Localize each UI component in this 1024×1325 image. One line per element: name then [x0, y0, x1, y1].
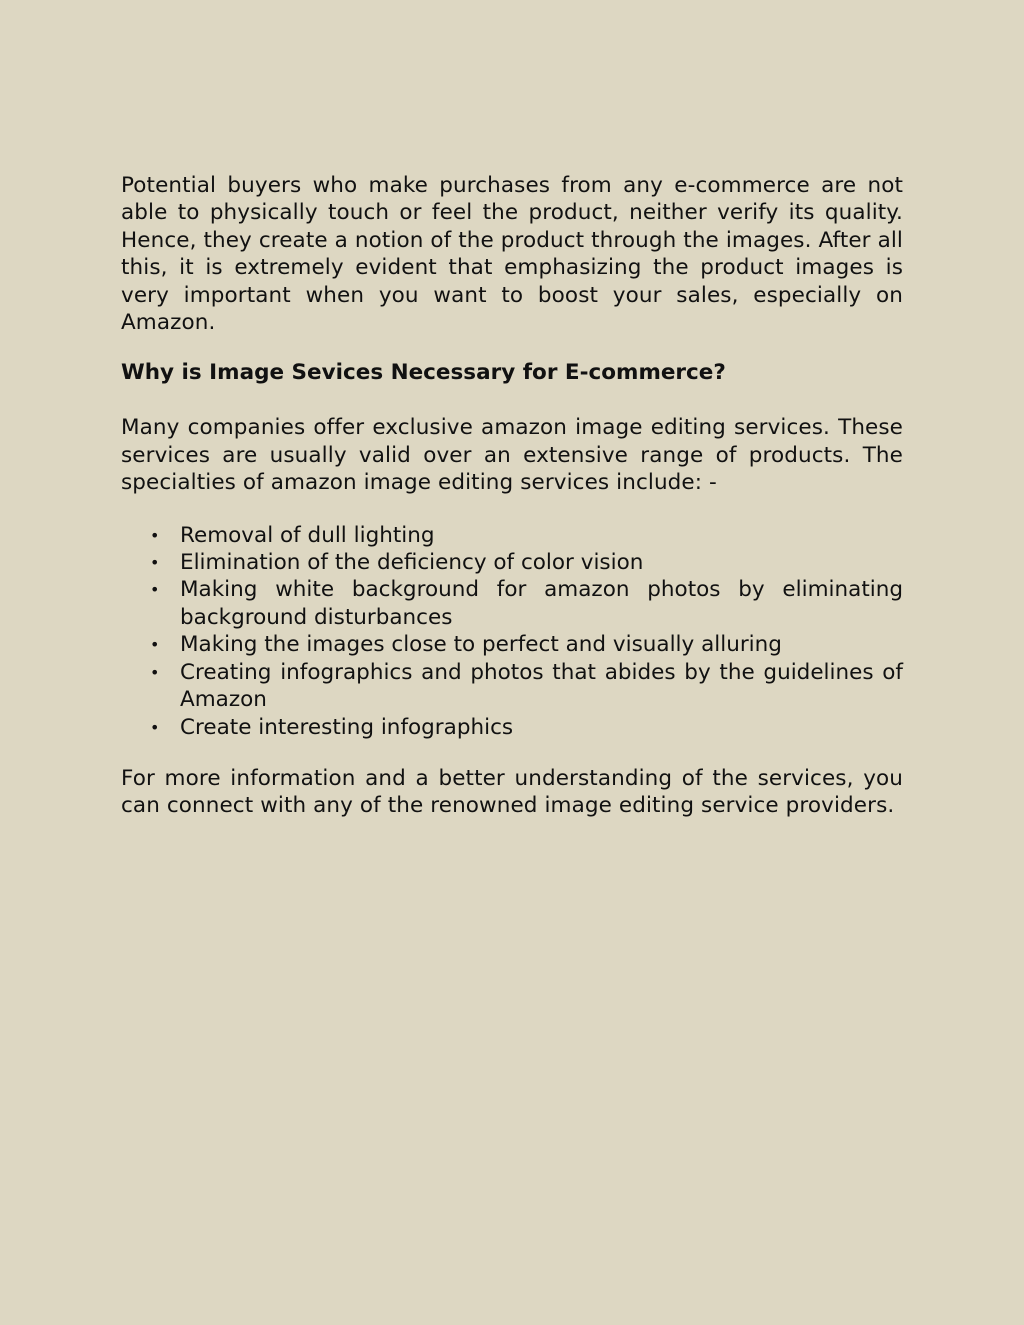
list-item-text: Creating infographics and photos that abides by the guidelines of Amazon — [180, 659, 903, 713]
list-item — [121, 714, 903, 741]
bullet-icon: • — [150, 662, 160, 682]
list-item — [121, 576, 903, 631]
bullet-icon: • — [150, 580, 160, 600]
bullet-icon: • — [150, 553, 160, 573]
document-page — [121, 172, 903, 820]
list-item-text: Making the images close to perfect and visually alluring — [180, 632, 782, 658]
bullet-icon: • — [150, 525, 160, 545]
list-item — [121, 549, 903, 576]
services-paragraph: Many companies offer exclusive amazon image editing services. These services are usually valid over an extensive range of products. The specialties of amazon image editing services include: - — [121, 415, 903, 496]
list-item-text: Making white background for amazon photos by eliminating background disturbances — [180, 577, 903, 630]
closing-paragraph: For more information and a better understanding of the services, you can connect with any of the renowned image editing service providers. — [121, 765, 903, 819]
list-item-text: Create interesting infographics — [180, 714, 514, 740]
intro-paragraph: Potential buyers who make purchases from any e-commerce are not able to physically touch or feel the product, neither verify its quality. Hence, they create a notion of the product through the images. After all this, it is extremely evident that emphasizing the product images is very important when you want to boost your sales, especially on Amazon. — [121, 173, 903, 336]
list-item — [121, 522, 903, 549]
list-item-text: Removal of dull lighting — [180, 522, 435, 548]
list-item-text: Elimination of the deficiency of color vision — [180, 550, 644, 576]
services-list — [121, 522, 903, 741]
bullet-icon: • — [150, 635, 160, 655]
bullet-icon: • — [150, 717, 160, 737]
list-item — [121, 659, 903, 714]
section-heading: Why is Image Sevices Necessary for E-commerce? — [121, 360, 726, 386]
list-item — [121, 631, 903, 658]
